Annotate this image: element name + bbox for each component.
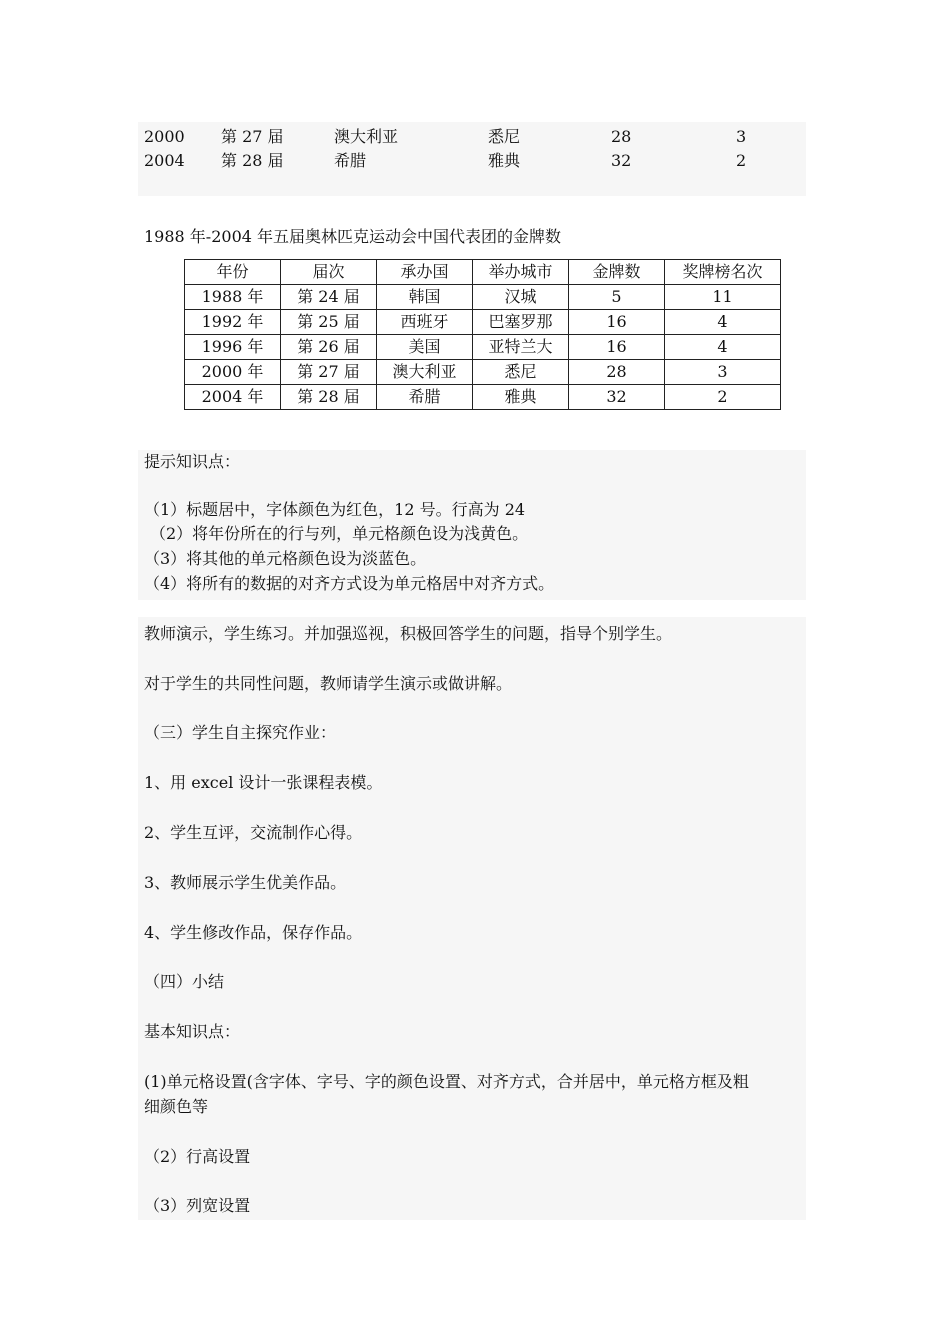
table-cell: 16	[569, 310, 665, 335]
table-cell: 雅典	[473, 385, 569, 410]
table-cell: 第 25 届	[281, 310, 377, 335]
table-cell: 16	[569, 335, 665, 360]
table-cell: 32	[569, 385, 665, 410]
table-cell: 亚特兰大	[473, 335, 569, 360]
hint-item: （2）将年份所在的行与列，单元格颜色设为浅黄色。	[150, 524, 529, 543]
header-cell: 届次	[281, 260, 377, 285]
table-row	[185, 385, 781, 410]
table-cell: 1996 年	[185, 335, 281, 360]
table-cell: 5	[569, 285, 665, 310]
table-cell: 4	[665, 335, 781, 360]
table-cell: 澳大利亚	[377, 360, 473, 385]
shade-body	[138, 617, 806, 1220]
table-cell: 第 26 届	[281, 335, 377, 360]
top-cell: 雅典	[488, 151, 521, 170]
table-row	[185, 310, 781, 335]
table-cell: 第 24 届	[281, 285, 377, 310]
top-cell: 2	[736, 151, 747, 170]
table-cell: 3	[665, 360, 781, 385]
table-cell: 美国	[377, 335, 473, 360]
basics-item: （2）行高设置	[144, 1147, 251, 1166]
table-row	[185, 360, 781, 385]
hints-heading: 提示知识点：	[144, 452, 241, 471]
top-cell: 悉尼	[488, 127, 521, 146]
task-item: 2、学生互评，交流制作心得。	[144, 823, 363, 842]
table-cell: 悉尼	[473, 360, 569, 385]
table-cell: 西班牙	[377, 310, 473, 335]
paragraph-demo: 教师演示，学生练习。并加强巡视，积极回答学生的问题，指导个别学生。	[144, 624, 673, 643]
task-item: 3、教师展示学生优美作品。	[144, 873, 347, 892]
table-cell: 韩国	[377, 285, 473, 310]
section-heading: （三）学生自主探究作业：	[144, 723, 337, 742]
table-cell: 汉城	[473, 285, 569, 310]
table-cell: 11	[665, 285, 781, 310]
top-cell: 32	[611, 151, 632, 170]
table-cell: 1988 年	[185, 285, 281, 310]
hint-item: （4）将所有的数据的对齐方式设为单元格居中对齐方式。	[144, 574, 555, 593]
top-cell: 希腊	[334, 151, 367, 170]
table-cell: 1992 年	[185, 310, 281, 335]
paragraph-common: 对于学生的共同性问题，教师请学生演示或做讲解。	[144, 674, 513, 693]
medal-table	[184, 259, 781, 410]
header-cell: 承办国	[377, 260, 473, 285]
basics-item: 细颜色等	[144, 1097, 209, 1116]
basics-heading: 基本知识点：	[144, 1022, 241, 1041]
top-cell: 澳大利亚	[334, 127, 399, 146]
hint-item: （1）标题居中，字体颜色为红色，12 号。行高为 24	[144, 500, 526, 519]
table-title: 1988 年-2004 年五届奥林匹克运动会中国代表团的金牌数	[144, 227, 562, 246]
top-cell: 第 28 届	[221, 151, 284, 170]
hint-item: （3）将其他的单元格颜色设为淡蓝色。	[144, 549, 427, 568]
task-item: 1、用 excel 设计一张课程表模。	[144, 773, 383, 792]
top-cell: 第 27 届	[221, 127, 284, 146]
table-cell: 希腊	[377, 385, 473, 410]
table-header-row	[185, 260, 781, 285]
header-cell: 举办城市	[473, 260, 569, 285]
table-cell: 第 28 届	[281, 385, 377, 410]
table-cell: 2000 年	[185, 360, 281, 385]
table-cell: 第 27 届	[281, 360, 377, 385]
table-row	[185, 335, 781, 360]
top-cell: 28	[611, 127, 632, 146]
table-cell: 4	[665, 310, 781, 335]
section-heading: （四）小结	[144, 972, 225, 991]
basics-item: (1)单元格设置(含字体、字号、字的颜色设置、对齐方式，合并居中，单元格方框及粗	[144, 1072, 749, 1091]
top-cell: 3	[736, 127, 747, 146]
table-cell: 2	[665, 385, 781, 410]
top-cell: 2004	[144, 151, 185, 170]
basics-item: （3）列宽设置	[144, 1196, 251, 1215]
header-cell: 年份	[185, 260, 281, 285]
top-cell: 2000	[144, 127, 185, 146]
header-cell: 金牌数	[569, 260, 665, 285]
table-cell: 2004 年	[185, 385, 281, 410]
task-item: 4、学生修改作品，保存作品。	[144, 923, 363, 942]
header-cell: 奖牌榜名次	[665, 260, 781, 285]
table-row	[185, 285, 781, 310]
table-cell: 巴塞罗那	[473, 310, 569, 335]
table-cell: 28	[569, 360, 665, 385]
